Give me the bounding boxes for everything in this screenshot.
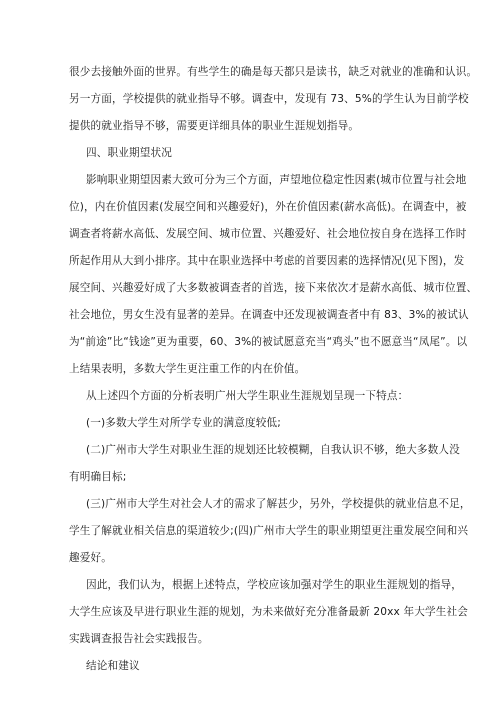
body-line: 上结果表明，多数大学生更注重工作的内在价值。 — [69, 363, 306, 375]
body-line: 为“前途”比“钱途”更为重要，60、3%的被试愿意充当“鸡头”也不愿意当“凤尾”。以 — [69, 336, 468, 348]
body-line: 社会地位，男女生没有显著的差异。在调查中还发现被调查者中有 83、3%的被试认 — [69, 309, 469, 321]
body-line: 从上述四个方面的分析表明广州大学生职业生涯规划呈现一下特点： — [86, 390, 409, 402]
body-line: 实践调查报告社会实践报告。 — [69, 633, 209, 645]
body-line: 大学生应该及早进行职业生涯的规划，为未来做好充分准备最新 20xx 年大学生社会 — [69, 606, 468, 618]
section-heading: 结论和建议 — [86, 660, 140, 672]
list-item: (二)广州市大学生对职业生涯的规划还比较模糊，自我认识不够，绝大多数人没 — [86, 444, 460, 456]
body-line: 调查者将薪水高低、发展空间、城市位置、兴趣爱好、社会地位按自身在选择工作时 — [69, 228, 467, 240]
body-line: 影响职业期望因素大致可分为三个方面，声望地位稳定性因素(城市位置与社会地 — [86, 174, 467, 186]
body-line: 展空间、兴趣爱好成了大多数被调查者的首选，接下来依次才是薪水高低、城市位置、 — [69, 282, 478, 294]
list-item-continued: 学生了解就业相关信息的渠道较少;(四)广州市大学生的职业期望更注重发展空间和兴 — [69, 525, 469, 537]
list-item-continued: 有明确目标; — [69, 471, 127, 483]
body-line: 位)，内在价值因素(发展空间和兴趣爱好)，外在价值因素(薪水高低)。在调查中，被 — [69, 201, 467, 213]
body-line: 另一方面，学校提供的就业指导不够。调查中，发现有 73、5%的学生认为目前学校 — [69, 93, 469, 105]
list-item: (三)广州市大学生对社会人才的需求了解甚少，另外，学校提供的就业信息不足， — [86, 498, 471, 510]
body-line: 很少去接触外面的世界。有些学生的确是每天都只是读书，缺乏对就业的准确和认识。 — [69, 66, 478, 78]
body-line: 所起作用从大到小排序。其中在职业选择中考虑的首要因素的选择情况(见下图)，发 — [69, 255, 465, 267]
body-line: 提供的就业指导不够，需要更详细具体的职业生涯规划指导。 — [69, 120, 360, 132]
list-item-continued: 趣爱好。 — [69, 552, 112, 564]
list-item: (一)多数大学生对所学专业的满意度较低; — [86, 417, 281, 429]
body-line: 因此，我们认为，根据上述特点，学校应该加强对学生的职业生涯规划的指导， — [86, 579, 463, 591]
section-heading: 四、职业期望状况 — [86, 147, 172, 159]
